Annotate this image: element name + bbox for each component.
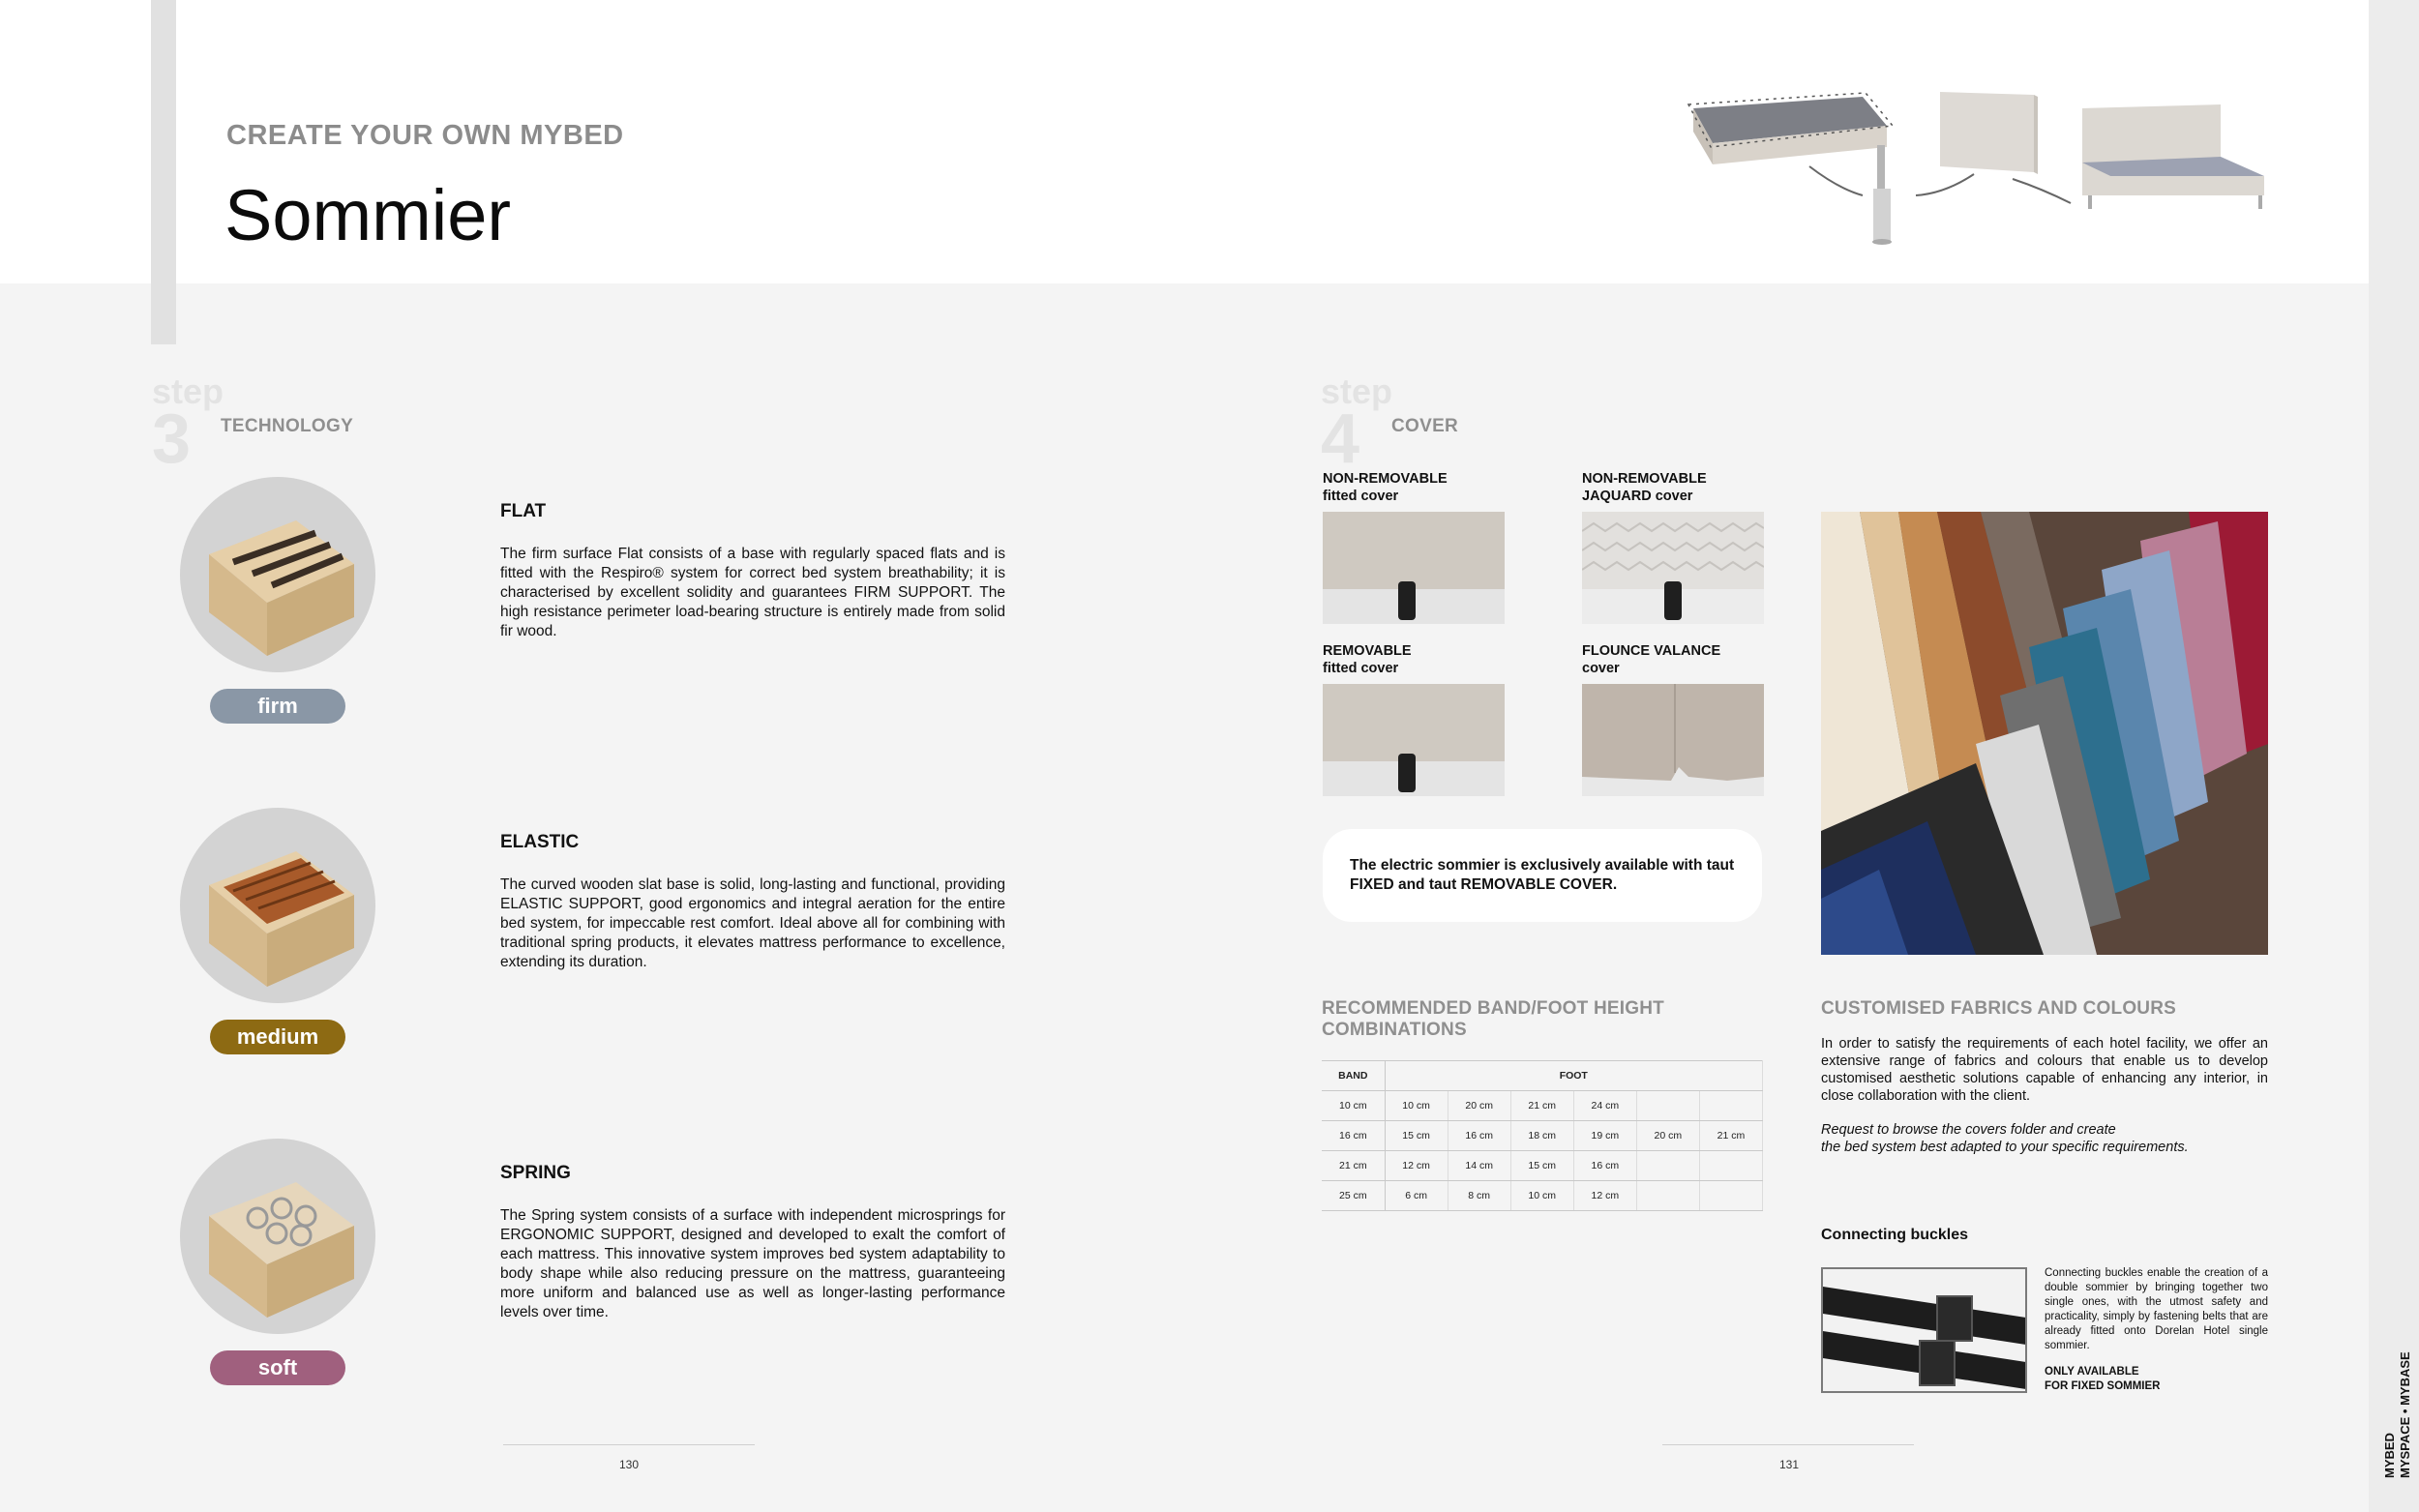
table-row	[1322, 1151, 1763, 1181]
table-cell: 10 cm	[1322, 1091, 1385, 1121]
cover-name-2: NON-REMOVABLE	[1582, 471, 1707, 487]
foot-illustration	[1872, 145, 1892, 245]
side-tag	[2382, 1333, 2411, 1478]
table-cell: 16 cm	[1448, 1121, 1510, 1151]
electric-sommier-note: The electric sommier is exclusively available with taut FIXED and taut REMOVABLE COVER.	[1323, 829, 1762, 922]
table-cell: 10 cm	[1510, 1181, 1573, 1211]
table-cell: 12 cm	[1385, 1151, 1448, 1181]
band-header: BAND	[1322, 1061, 1385, 1091]
side-strip	[2369, 0, 2419, 1512]
table-cell: 16 cm	[1573, 1151, 1636, 1181]
elastic-base-photo	[180, 808, 375, 1003]
table-cell: 6 cm	[1385, 1181, 1448, 1211]
page-number-left: 130	[619, 1458, 640, 1471]
fabric-swatches-photo	[1821, 512, 2268, 955]
cover-label-4	[1582, 642, 1720, 677]
table-cell: 20 cm	[1636, 1121, 1699, 1151]
cover-label-3	[1323, 642, 1412, 677]
page-title: Sommier	[224, 175, 512, 255]
flat-base-photo	[180, 477, 375, 672]
flat-description: The firm surface Flat consists of a base with regularly spaced flats and is fitted with the Respiro® system for correct bed system breathability; it is characterised by excellent solidity and guarantees FIRM SUPPORT. The high resistance perimeter load-bearing structure is entirely made from solid fir wood.	[500, 546, 1005, 639]
spring-description: The Spring system consists of a surface with independent microsprings for ERGONOMIC SUPPORT, designed and developed to exalt the comfort of each mattress. This innovative system improves bed system adaptability to body shape while also reducing pressure on the mattress, guaranteeing more uniform and balanced use as well as longer-lasting performance levels over time.	[500, 1207, 1005, 1320]
buckles-photo	[1821, 1267, 2027, 1393]
side-tag-line-2: MYSPACE • MYBASE	[2398, 1351, 2412, 1478]
cover-name-1: NON-REMOVABLE	[1323, 471, 1448, 487]
table-cell: 16 cm	[1322, 1121, 1385, 1151]
flat-title: FLAT	[500, 501, 547, 521]
cover-label-2	[1582, 470, 1707, 505]
table-cell: 18 cm	[1510, 1121, 1573, 1151]
table-cell: 8 cm	[1448, 1181, 1510, 1211]
spring-support-badge: soft	[210, 1350, 345, 1385]
page-number-right: 131	[1779, 1458, 1800, 1471]
table-header-row	[1322, 1061, 1763, 1091]
buckles-title: Connecting buckles	[1821, 1227, 1969, 1243]
cover-photo-fitted	[1323, 512, 1505, 624]
step3-number: 3	[152, 400, 192, 478]
elastic-support-badge: medium	[210, 1020, 345, 1054]
table-cell: 19 cm	[1573, 1121, 1636, 1151]
table-cell: 15 cm	[1510, 1151, 1573, 1181]
cover-sub-2: JAQUARD cover	[1582, 489, 1693, 504]
cover-label-1	[1323, 470, 1448, 505]
cover-photo-removable	[1323, 684, 1505, 796]
sommier-illustration	[1688, 93, 1893, 164]
table-row	[1322, 1121, 1763, 1151]
fabrics-body: In order to satisfy the requirements of each hotel facility, we offer an extensive range of fabrics and colours that enable us to develop customised aesthetic solutions capable of enhancing any interior, in close collaboration with the client.	[1821, 1036, 2268, 1104]
table-cell: 21 cm	[1699, 1121, 1762, 1151]
table-row	[1322, 1181, 1763, 1211]
table-row	[1322, 1091, 1763, 1121]
cover-sub-1: fitted cover	[1323, 489, 1399, 504]
eyebrow-heading: CREATE YOUR OWN MYBED	[226, 120, 624, 151]
side-tag-line-1: MYBED	[2382, 1433, 2397, 1478]
fabrics-title: CUSTOMISED FABRICS AND COLOURS	[1821, 998, 2177, 1019]
spring-base-photo	[180, 1139, 375, 1334]
table-cell: 12 cm	[1573, 1181, 1636, 1211]
foot-header: FOOT	[1385, 1061, 1762, 1091]
cover-photo-flounce	[1582, 684, 1764, 796]
spring-title: SPRING	[500, 1163, 571, 1183]
band-foot-title: RECOMMENDED BAND/FOOT HEIGHT COMBINATIONS	[1322, 998, 1664, 1040]
step4-number: 4	[1321, 400, 1360, 478]
headboard-illustration	[1940, 92, 2038, 174]
flat-support-badge: firm	[210, 689, 345, 724]
buckles-note-line-2: FOR FIXED SOMMIER	[2045, 1380, 2161, 1392]
band-foot-table	[1322, 1060, 1763, 1211]
bed-composition-illustration	[1684, 87, 2274, 252]
fabrics-request-line-2: the bed system best adapted to your specific requirements.	[1821, 1140, 2189, 1155]
step4-word: step	[1321, 371, 1393, 411]
fabrics-request-line-1: Request to browse the covers folder and create	[1821, 1122, 2116, 1138]
table-cell: 21 cm	[1510, 1091, 1573, 1121]
table-cell: 24 cm	[1573, 1091, 1636, 1121]
table-cell	[1699, 1091, 1762, 1121]
table-cell: 15 cm	[1385, 1121, 1448, 1151]
table-cell	[1699, 1181, 1762, 1211]
step3-label: TECHNOLOGY	[221, 416, 354, 436]
table-cell: 10 cm	[1385, 1091, 1448, 1121]
elastic-title: ELASTIC	[500, 832, 580, 852]
table-cell: 21 cm	[1322, 1151, 1385, 1181]
table-cell	[1636, 1091, 1699, 1121]
step4-label: COVER	[1391, 416, 1459, 436]
elastic-description: The curved wooden slat base is solid, long-lasting and functional, providing ELASTIC SUPPORT, good ergonomics and integral aeration for the entire bed system, for impeccable rest comfort. Ideal above all for combining with traditional spring products, it elevates mattress performance to excellence, extending its duration.	[500, 876, 1005, 970]
cover-name-4: FLOUNCE VALANCE	[1582, 643, 1721, 659]
table-cell: 14 cm	[1448, 1151, 1510, 1181]
cover-sub-4: cover	[1582, 661, 1620, 676]
page-rule-right	[1662, 1444, 1914, 1445]
step3-word: step	[152, 371, 224, 411]
table-cell: 25 cm	[1322, 1181, 1385, 1211]
table-cell: 20 cm	[1448, 1091, 1510, 1121]
table-cell	[1636, 1151, 1699, 1181]
table-cell	[1636, 1181, 1699, 1211]
cover-photo-jaquard	[1582, 512, 1764, 624]
buckles-description: Connecting buckles enable the creation of a double sommier by bringing together two single ones, with the utmost safety and practicality, simply by fastening belts that are already fitted onto Dorelan Hotel single sommier.	[2045, 1267, 2268, 1351]
cover-sub-3: fitted cover	[1323, 661, 1399, 676]
page-rule-left	[503, 1444, 755, 1445]
cover-name-3: REMOVABLE	[1323, 643, 1412, 659]
table-cell	[1699, 1151, 1762, 1181]
bed-illustration	[2082, 104, 2264, 209]
buckles-note-line-1: ONLY AVAILABLE	[2045, 1366, 2139, 1378]
decorative-bar	[151, 0, 176, 344]
